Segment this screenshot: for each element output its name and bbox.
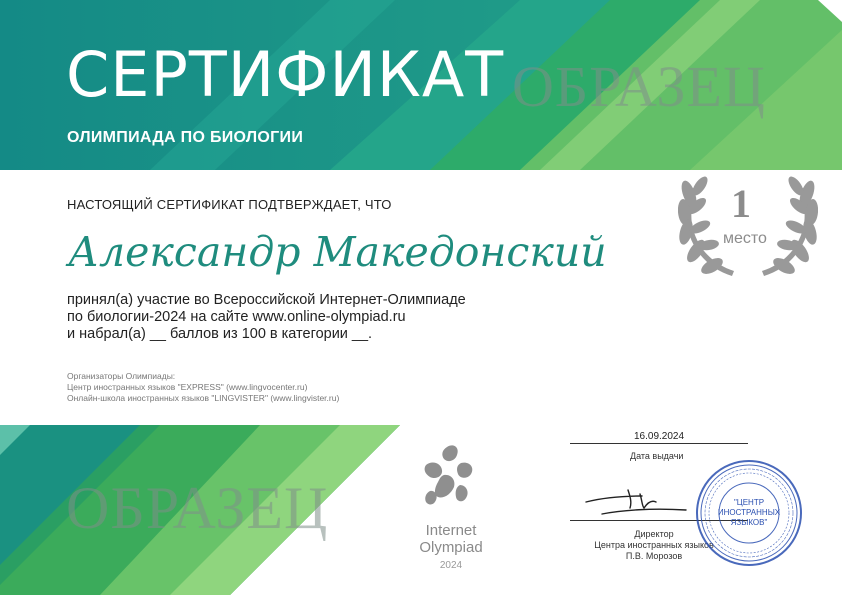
place-label: место xyxy=(723,230,767,247)
date-line xyxy=(570,443,748,444)
organizers-block xyxy=(67,371,339,404)
stamp-text-line: "ЦЕНТР xyxy=(733,498,765,507)
issue-date-label: Дата выдачи xyxy=(630,451,684,461)
signature-icon xyxy=(582,484,692,520)
logo-text xyxy=(405,522,497,571)
certificate-title: СЕРТИФИКАТ xyxy=(66,38,505,111)
place-number: 1 xyxy=(731,181,751,226)
organizers-heading: Организаторы Олимпиады: xyxy=(67,371,176,381)
participation-text xyxy=(67,292,466,343)
flower-icon xyxy=(420,443,482,513)
signatory-organization: Центра иностранных языков xyxy=(594,540,714,550)
official-stamp-icon xyxy=(693,457,805,569)
issue-date: 16.09.2024 xyxy=(634,431,685,442)
certificate-subtitle: ОЛИМПИАДА ПО БИОЛОГИИ xyxy=(67,129,304,146)
logo-year: 2024 xyxy=(439,560,463,571)
stamp-text-line: ИНОСТРАННЫХ xyxy=(717,508,781,517)
signatory-name: П.В. Морозов xyxy=(625,551,683,561)
organizer-line: Онлайн-школа иностранных языков "LINGVISTER" (www.lingvister.ru) xyxy=(67,393,340,403)
logo-line2: Olympiad xyxy=(419,539,483,556)
signatory-title: Директор xyxy=(634,529,674,539)
logo-line1: Internet xyxy=(425,522,477,539)
body-line: принял(а) участие во Всероссийской Интернет-Олимпиаде xyxy=(67,292,466,308)
body-line: и набрал(а) __ баллов из 100 в категории __. xyxy=(67,326,373,342)
stamp-text-line: ЯЗЫКОВ" xyxy=(730,518,768,527)
confirmation-text: НАСТОЯЩИЙ СЕРТИФИКАТ ПОДТВЕРЖДАЕТ, ЧТО xyxy=(67,197,392,212)
watermark-bottom: ОБРАЗЕЦ xyxy=(66,475,329,541)
organizer-line: Центр иностранных языков "EXPRESS" (www.lingvocenter.ru) xyxy=(67,382,308,392)
body-line: по биологии-2024 на сайте www.online-olympiad.ru xyxy=(67,309,406,325)
recipient-name: Александр Македонский xyxy=(68,228,607,276)
watermark-top: ОБРАЗЕЦ xyxy=(512,54,766,119)
